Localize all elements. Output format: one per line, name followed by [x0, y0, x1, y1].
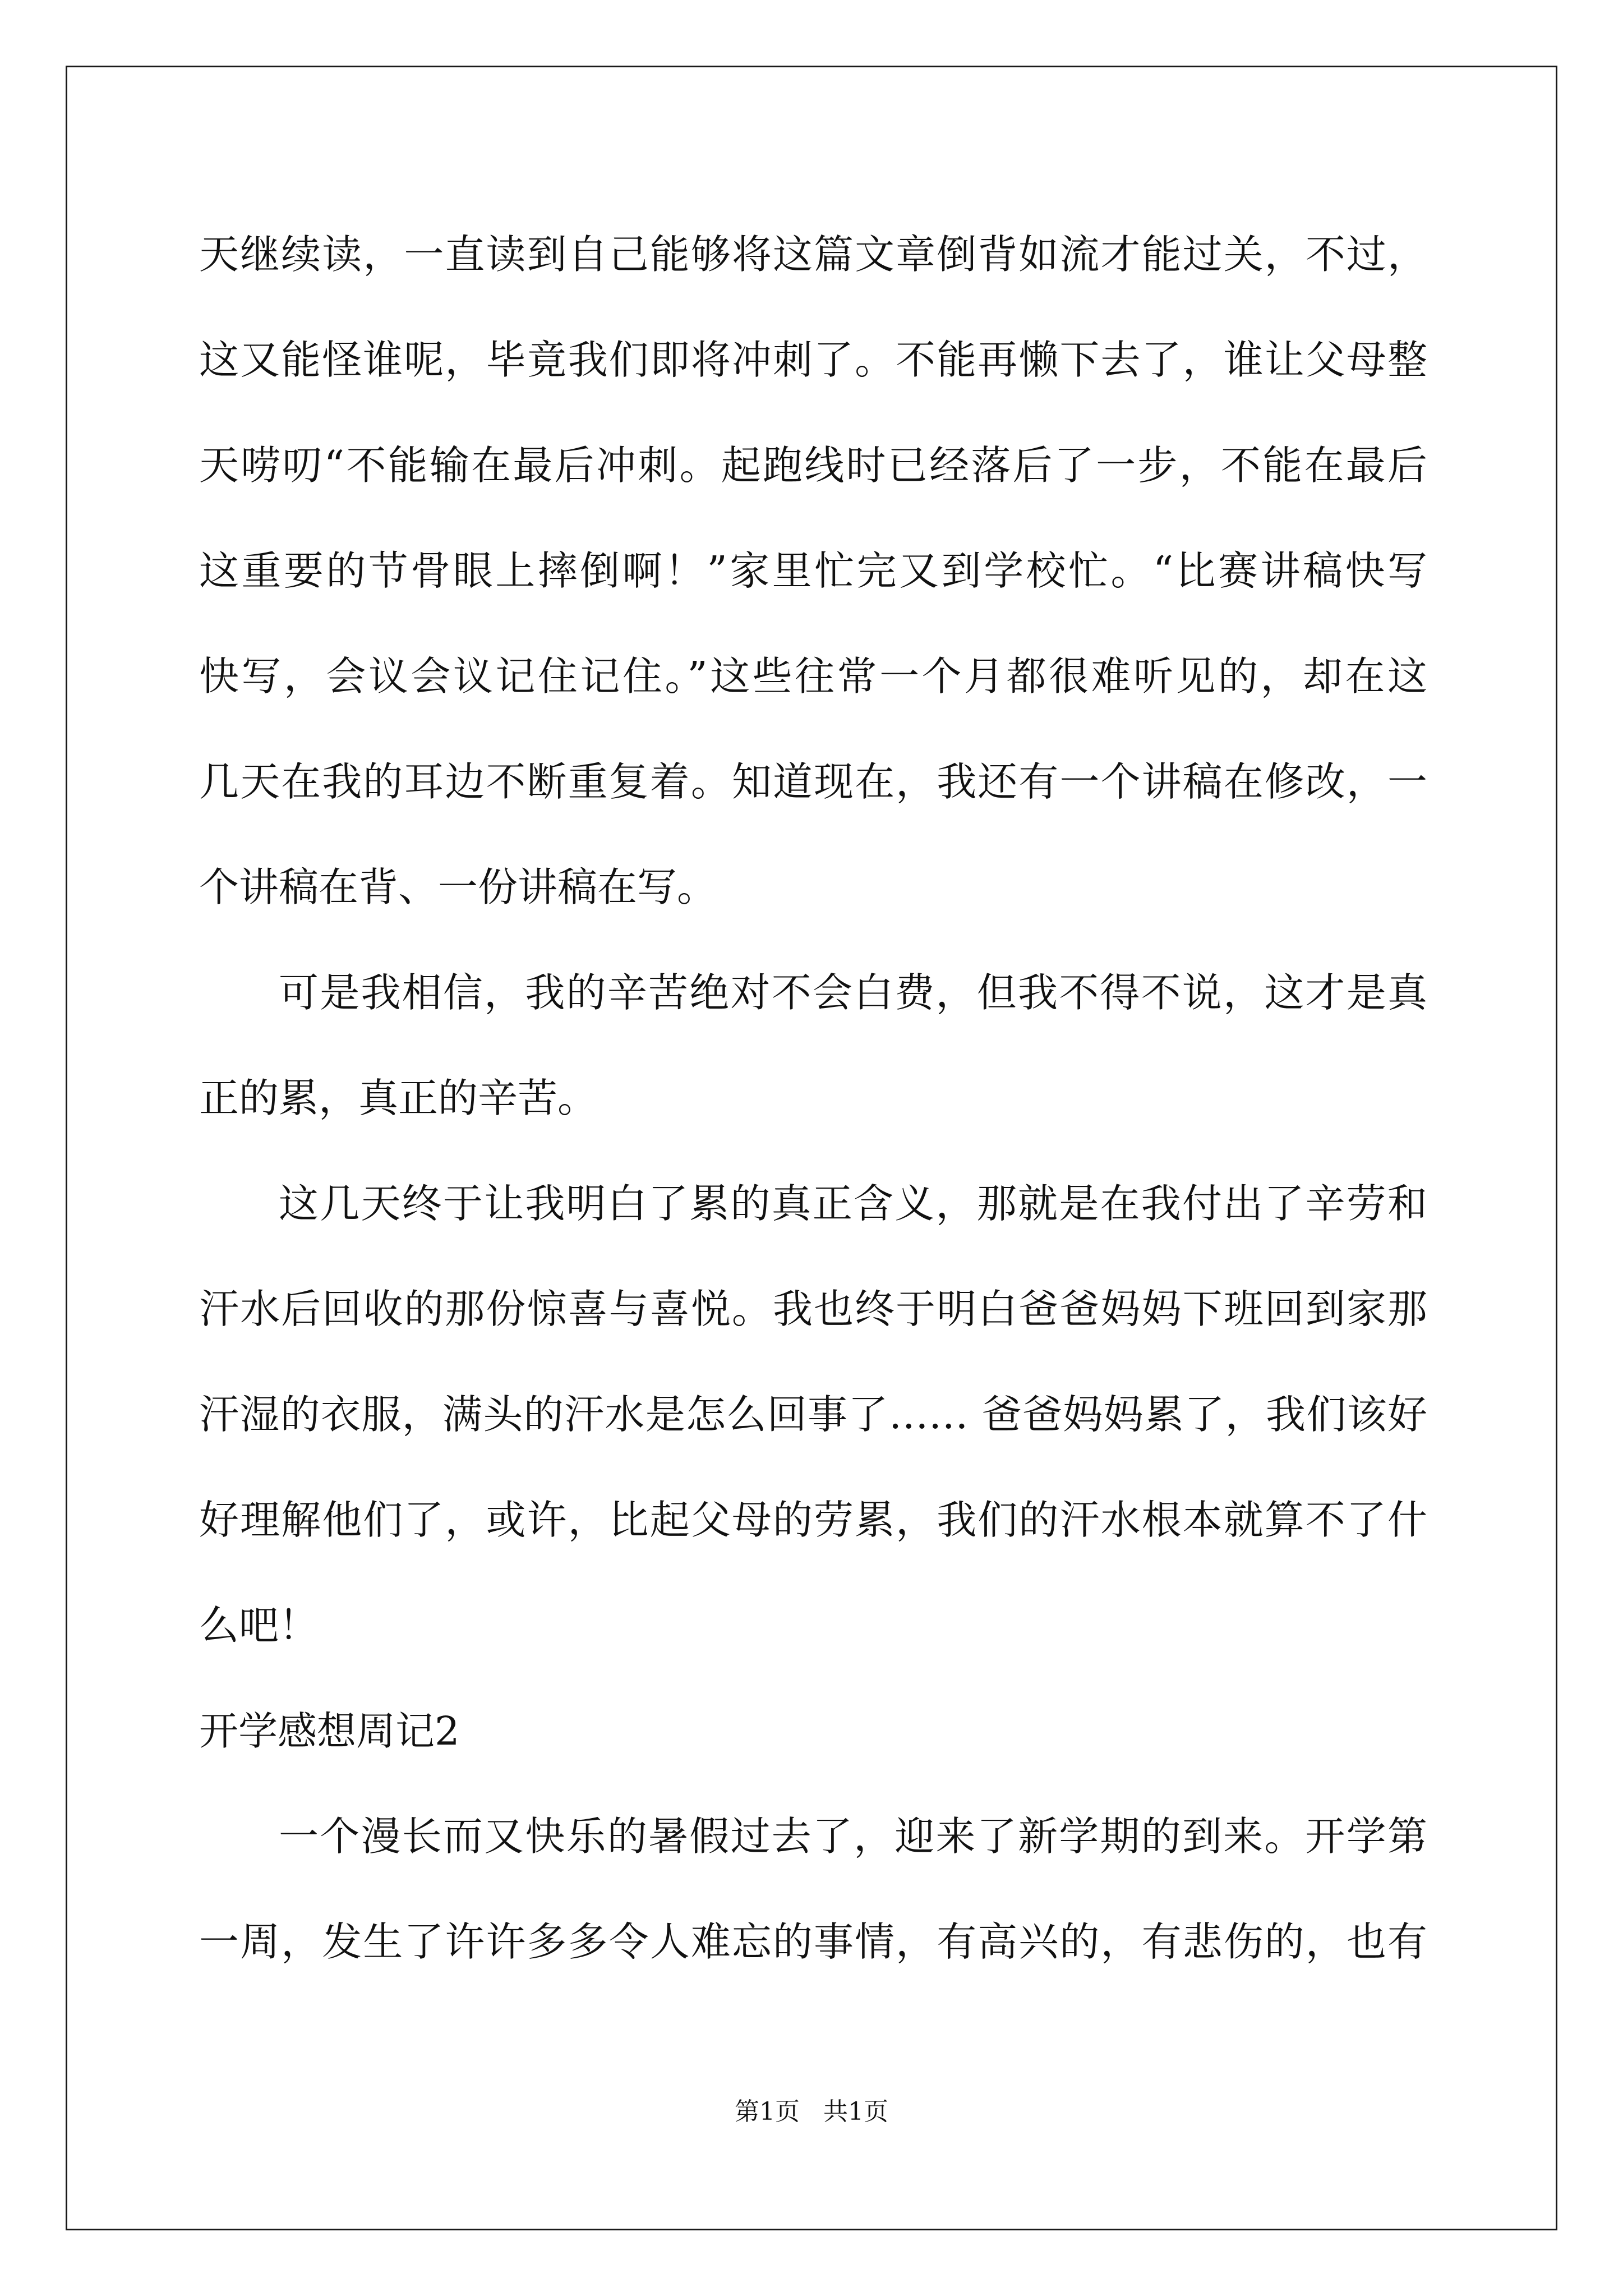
text-line: 个讲稿在背、一份讲稿在写。	[199, 864, 717, 910]
paragraph-2	[199, 940, 1427, 1151]
text-line: 汗水后回收的那份惊喜与喜悦。我也终于明白爸爸妈妈下班回到家那	[199, 1286, 1427, 1332]
text-line: 几天在我的耳边不断重复着。知道现在，我还有一个讲稿在修改，一	[199, 758, 1427, 805]
page-footer	[0, 2095, 1623, 2129]
text-line: 汗湿的衣服，满头的汗水是怎么回事了…… 爸爸妈妈累了，我们该好	[199, 1391, 1427, 1438]
text-line: 可是我相信，我的辛苦绝对不会白费，但我不得不说，这才是真	[279, 969, 1427, 1016]
text-line: 一周，发生了许许多多令人难忘的事情，有高兴的，有悲伤的，也有	[199, 1918, 1427, 1965]
text-line: 么吧！	[199, 1602, 319, 1649]
text-line: 好理解他们了，或许，比起父母的劳累，我们的汗水根本就算不了什	[199, 1497, 1427, 1543]
text-line: 快写，会议会议记住记住。”这些往常一个月都很难听见的，却在这	[199, 653, 1427, 700]
text-line: 天继续读，一直读到自己能够将这篇文章倒背如流才能过关，不过，	[199, 231, 1427, 278]
paragraph-3	[199, 1151, 1427, 1678]
text-line: 一个漫长而又快乐的暑假过去了，迎来了新学期的到来。开学第	[279, 1813, 1427, 1860]
paragraph-4	[199, 1784, 1427, 1995]
paragraph-1	[199, 202, 1427, 940]
heading-text: 开学感想周记2	[199, 1708, 460, 1754]
text-line: 这又能怪谁呢，毕竟我们即将冲刺了。不能再懒下去了，谁让父母整	[199, 337, 1427, 383]
document-body	[199, 202, 1427, 1995]
text-line: 这重要的节骨眼上摔倒啊！”家里忙完又到学校忙。“比赛讲稿快写	[199, 547, 1427, 594]
page-total: 共1页	[823, 2097, 888, 2126]
text-line: 正的累，真正的辛苦。	[199, 1075, 598, 1121]
text-line: 天唠叨“不能输在最后冲刺。起跑线时已经落后了一步，不能在最后	[199, 442, 1427, 489]
text-line: 这几天终于让我明白了累的真正含义，那就是在我付出了辛劳和	[279, 1180, 1427, 1227]
page-number: 第1页	[735, 2097, 800, 2126]
section-heading	[199, 1678, 1427, 1784]
